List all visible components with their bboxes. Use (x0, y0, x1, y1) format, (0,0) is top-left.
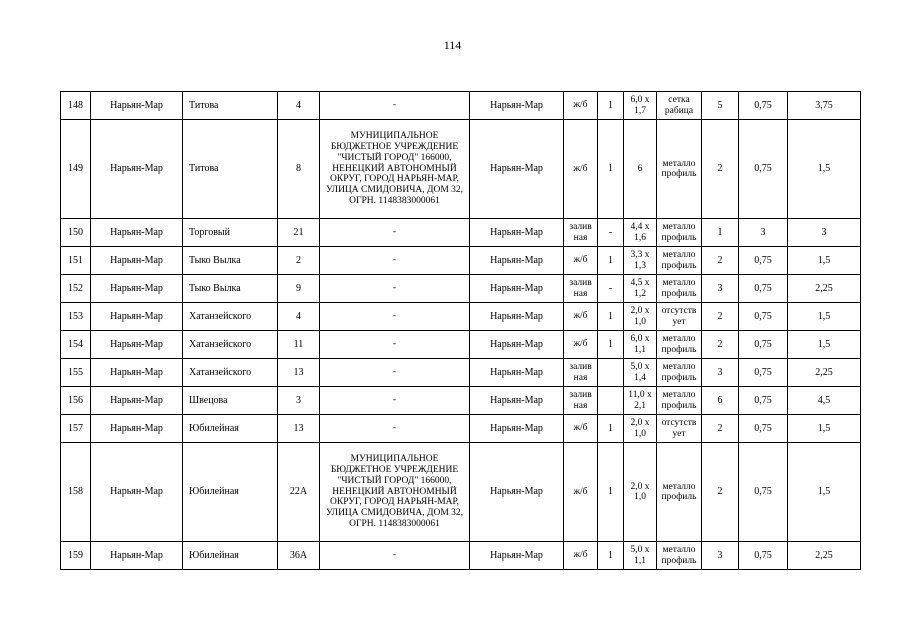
site-size-cell: 2,0 х 1,0 (624, 443, 657, 542)
locality-cell: Нарьян-Мар (470, 219, 564, 247)
base-type-cell: ж/б (564, 120, 598, 219)
bin-volume-cell: 0,75 (739, 359, 788, 387)
house-number-cell: 4 (278, 92, 320, 120)
bin-volume-cell: 0,75 (739, 415, 788, 443)
bin-count-cell: 2 (702, 415, 739, 443)
page-number: 114 (443, 38, 462, 52)
fence-type-cell: металло профиль (657, 359, 702, 387)
city-cell: Нарьян-Мар (91, 359, 183, 387)
row-number: 154 (61, 331, 91, 359)
site-size-cell: 5,0 х 1,4 (624, 359, 657, 387)
site-size-cell: 11,0 х 2,1 (624, 387, 657, 415)
total-volume-cell: 2,25 (788, 359, 861, 387)
house-number-cell: 8 (278, 120, 320, 219)
site-count-cell (598, 359, 624, 387)
street-cell: Юбилейная (183, 443, 278, 542)
owner-cell: - (320, 331, 470, 359)
city-cell: Нарьян-Мар (91, 415, 183, 443)
bin-count-cell: 6 (702, 387, 739, 415)
bin-volume-cell: 0,75 (739, 443, 788, 542)
street-cell: Тыко Вылка (183, 275, 278, 303)
city-cell: Нарьян-Мар (91, 303, 183, 331)
fence-type-cell: металло профиль (657, 443, 702, 542)
site-count-cell: 1 (598, 92, 624, 120)
owner-cell: - (320, 303, 470, 331)
site-count-cell (598, 387, 624, 415)
bin-count-cell: 2 (702, 443, 739, 542)
fence-type-cell: отсутств ует (657, 415, 702, 443)
table-row (61, 359, 861, 387)
bin-count-cell: 2 (702, 120, 739, 219)
row-number: 152 (61, 275, 91, 303)
fence-type-cell: металло профиль (657, 275, 702, 303)
fence-type-cell: отсутств ует (657, 303, 702, 331)
bin-count-cell: 1 (702, 219, 739, 247)
bin-volume-cell: 0,75 (739, 275, 788, 303)
base-type-cell: ж/б (564, 443, 598, 542)
city-cell: Нарьян-Мар (91, 275, 183, 303)
site-count-cell: 1 (598, 303, 624, 331)
street-cell: Хатанзейского (183, 359, 278, 387)
owner-cell: - (320, 415, 470, 443)
street-cell: Торговый (183, 219, 278, 247)
bin-count-cell: 3 (702, 542, 739, 570)
bin-volume-cell: 0,75 (739, 92, 788, 120)
fence-type-cell: металло профиль (657, 331, 702, 359)
total-volume-cell: 2,25 (788, 542, 861, 570)
row-number: 155 (61, 359, 91, 387)
house-number-cell: 11 (278, 331, 320, 359)
street-cell: Титова (183, 92, 278, 120)
fence-type-cell: металло профиль (657, 387, 702, 415)
total-volume-cell: 2,25 (788, 275, 861, 303)
total-volume-cell: 4,5 (788, 387, 861, 415)
table-row (61, 92, 861, 120)
total-volume-cell: 3 (788, 219, 861, 247)
site-size-cell: 6 (624, 120, 657, 219)
fence-type-cell: сетка рабица (657, 92, 702, 120)
city-cell: Нарьян-Мар (91, 247, 183, 275)
owner-cell: - (320, 387, 470, 415)
street-cell: Швецова (183, 387, 278, 415)
city-cell: Нарьян-Мар (91, 120, 183, 219)
table-row (61, 387, 861, 415)
row-number: 159 (61, 542, 91, 570)
bin-count-cell: 2 (702, 247, 739, 275)
city-cell: Нарьян-Мар (91, 92, 183, 120)
street-cell: Хатанзейского (183, 303, 278, 331)
street-cell: Хатанзейского (183, 331, 278, 359)
table-row (61, 275, 861, 303)
row-number: 153 (61, 303, 91, 331)
total-volume-cell: 1,5 (788, 303, 861, 331)
base-type-cell: залив ная (564, 275, 598, 303)
owner-cell: МУНИЦИПАЛЬНОЕ БЮДЖЕТНОЕ УЧРЕЖДЕНИЕ "ЧИСТЫЙ ГОРОД" 166000, НЕНЕЦКИЙ АВТОНОМНЫЙ ОКРУГ, ГОРОД НАРЬЯН-МАР, УЛИЦА СМИДОВИЧА, ДОМ 32, ОГРН. 1148383000061 (320, 120, 470, 219)
row-number: 151 (61, 247, 91, 275)
house-number-cell: 22А (278, 443, 320, 542)
bin-count-cell: 3 (702, 359, 739, 387)
locality-cell: Нарьян-Мар (470, 415, 564, 443)
site-size-cell: 6,0 х 1,7 (624, 92, 657, 120)
locality-cell: Нарьян-Мар (470, 120, 564, 219)
site-size-cell: 2,0 х 1,0 (624, 415, 657, 443)
bin-count-cell: 2 (702, 303, 739, 331)
base-type-cell: залив ная (564, 219, 598, 247)
site-size-cell: 3,3 х 1,3 (624, 247, 657, 275)
site-count-cell: 1 (598, 331, 624, 359)
locality-cell: Нарьян-Мар (470, 387, 564, 415)
site-count-cell: 1 (598, 443, 624, 542)
locality-cell: Нарьян-Мар (470, 443, 564, 542)
base-type-cell: ж/б (564, 542, 598, 570)
bin-volume-cell: 0,75 (739, 542, 788, 570)
owner-cell: - (320, 542, 470, 570)
locality-cell: Нарьян-Мар (470, 247, 564, 275)
owner-cell: - (320, 247, 470, 275)
base-type-cell: ж/б (564, 247, 598, 275)
row-number: 156 (61, 387, 91, 415)
bin-volume-cell: 0,75 (739, 247, 788, 275)
house-number-cell: 3 (278, 387, 320, 415)
table-row (61, 542, 861, 570)
site-count-cell: 1 (598, 415, 624, 443)
site-count-cell: - (598, 219, 624, 247)
house-number-cell: 9 (278, 275, 320, 303)
street-cell: Юбилейная (183, 542, 278, 570)
site-size-cell: 4,4 х 1,6 (624, 219, 657, 247)
total-volume-cell: 1,5 (788, 120, 861, 219)
site-size-cell: 5,0 х 1,1 (624, 542, 657, 570)
street-cell: Юбилейная (183, 415, 278, 443)
owner-cell: - (320, 219, 470, 247)
site-count-cell: 1 (598, 247, 624, 275)
row-number: 148 (61, 92, 91, 120)
table-row (61, 303, 861, 331)
house-number-cell: 13 (278, 359, 320, 387)
row-number: 150 (61, 219, 91, 247)
street-cell: Титова (183, 120, 278, 219)
total-volume-cell: 1,5 (788, 443, 861, 542)
base-type-cell: ж/б (564, 415, 598, 443)
bin-volume-cell: 3 (739, 219, 788, 247)
site-size-cell: 2,0 х 1,0 (624, 303, 657, 331)
site-size-cell: 6,0 х 1,1 (624, 331, 657, 359)
table-row (61, 443, 861, 542)
total-volume-cell: 1,5 (788, 331, 861, 359)
table-row (61, 247, 861, 275)
house-number-cell: 2 (278, 247, 320, 275)
owner-cell: МУНИЦИПАЛЬНОЕ БЮДЖЕТНОЕ УЧРЕЖДЕНИЕ "ЧИСТЫЙ ГОРОД" 166000, НЕНЕЦКИЙ АВТОНОМНЫЙ ОКРУГ, ГОРОД НАРЬЯН-МАР, УЛИЦА СМИДОВИЧА, ДОМ 32, ОГРН. 1148383000061 (320, 443, 470, 542)
bin-volume-cell: 0,75 (739, 303, 788, 331)
table-row (61, 331, 861, 359)
locality-cell: Нарьян-Мар (470, 303, 564, 331)
locality-cell: Нарьян-Мар (470, 331, 564, 359)
fence-type-cell: металло профиль (657, 247, 702, 275)
fence-type-cell: металло профиль (657, 219, 702, 247)
city-cell: Нарьян-Мар (91, 331, 183, 359)
row-number: 149 (61, 120, 91, 219)
house-number-cell: 21 (278, 219, 320, 247)
site-count-cell: 1 (598, 542, 624, 570)
site-count-cell: 1 (598, 120, 624, 219)
total-volume-cell: 1,5 (788, 247, 861, 275)
city-cell: Нарьян-Мар (91, 443, 183, 542)
base-type-cell: залив ная (564, 359, 598, 387)
house-number-cell: 13 (278, 415, 320, 443)
city-cell: Нарьян-Мар (91, 542, 183, 570)
locality-cell: Нарьян-Мар (470, 359, 564, 387)
locality-cell: Нарьян-Мар (470, 92, 564, 120)
base-type-cell: ж/б (564, 303, 598, 331)
house-number-cell: 4 (278, 303, 320, 331)
total-volume-cell: 3,75 (788, 92, 861, 120)
site-size-cell: 4,5 х 1,2 (624, 275, 657, 303)
table-row (61, 120, 861, 219)
bin-volume-cell: 0,75 (739, 331, 788, 359)
table-row (61, 219, 861, 247)
site-count-cell: - (598, 275, 624, 303)
house-number-cell: 36А (278, 542, 320, 570)
city-cell: Нарьян-Мар (91, 387, 183, 415)
owner-cell: - (320, 92, 470, 120)
locality-cell: Нарьян-Мар (470, 275, 564, 303)
fence-type-cell: металло профиль (657, 120, 702, 219)
row-number: 157 (61, 415, 91, 443)
bin-count-cell: 3 (702, 275, 739, 303)
base-type-cell: ж/б (564, 331, 598, 359)
base-type-cell: залив ная (564, 387, 598, 415)
waste-sites-table (60, 91, 861, 570)
locality-cell: Нарьян-Мар (470, 542, 564, 570)
street-cell: Тыко Вылка (183, 247, 278, 275)
table-row (61, 415, 861, 443)
fence-type-cell: металло профиль (657, 542, 702, 570)
bin-count-cell: 5 (702, 92, 739, 120)
bin-count-cell: 2 (702, 331, 739, 359)
city-cell: Нарьян-Мар (91, 219, 183, 247)
bin-volume-cell: 0,75 (739, 120, 788, 219)
row-number: 158 (61, 443, 91, 542)
owner-cell: - (320, 359, 470, 387)
total-volume-cell: 1,5 (788, 415, 861, 443)
base-type-cell: ж/б (564, 92, 598, 120)
owner-cell: - (320, 275, 470, 303)
bin-volume-cell: 0,75 (739, 387, 788, 415)
